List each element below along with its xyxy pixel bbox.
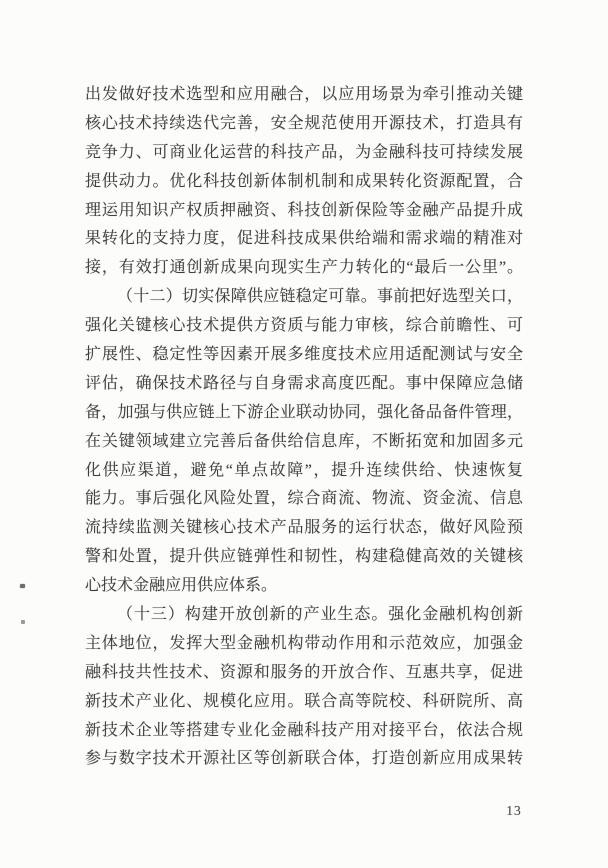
scan-speck xyxy=(21,620,25,624)
text-line: 竞争力、可商业化运营的科技产品，为金融科技可持续发展 xyxy=(85,143,523,161)
text-line: 果转化的支持力度，促进科技成果供给端和需求端的精准对 xyxy=(85,230,523,248)
text-line: 能力。事后强化风险处置，综合商流、物流、资金流、信息 xyxy=(85,490,523,508)
text-line: 扩展性、稳定性等因素开展多维度技术应用适配测试与安全 xyxy=(85,346,523,364)
text-line: 评估，确保技术路径与自身需求高度匹配。事中保障应急储 xyxy=(85,374,523,392)
text-line: 新技术企业等搭建专业化金融科技产用对接平台，依法合规 xyxy=(85,721,523,739)
text-line: 核心技术持续迭代完善，安全规范使用开源技术，打造具有 xyxy=(85,114,523,132)
page-number: 13 xyxy=(506,803,522,818)
text-line: 主体地位，发挥大型金融机构带动作用和示范效应，加强金 xyxy=(85,634,523,652)
text-line: 流持续监测关键核心技术产品服务的运行状态，做好风险预 xyxy=(85,519,523,537)
text-line: 在关键领域建立完善后备供给信息库，不断拓宽和加固多元 xyxy=(85,432,523,450)
text-line: 心技术金融应用供应体系。 xyxy=(85,577,278,595)
text-line: 强化关键核心技术提供方资质与能力审核，综合前瞻性、可 xyxy=(85,317,523,335)
text-line: 出发做好技术选型和应用融合，以应用场景为牵引推动关键 xyxy=(85,86,523,103)
text-line: 化供应渠道，避免“单点故障”，提升连续供给、快速恢复 xyxy=(85,461,523,479)
text-line: （十二）切实保障供应链稳定可靠。事前把好选型关口， xyxy=(117,288,523,306)
body-text xyxy=(85,81,523,774)
text-line: 接，有效打通创新成果向现实生产力转化的“最后一公里”。 xyxy=(85,259,523,277)
text-line: 理运用知识产权质押融资、科技创新保险等金融产品提升成 xyxy=(85,201,523,219)
text-line: （十三）构建开放创新的产业生态。强化金融机构创新 xyxy=(117,606,523,624)
text-line: 新技术产业化、规模化应用。联合高等院校、科研院所、高 xyxy=(85,692,523,710)
text-line: 融科技共性技术、资源和服务的开放合作、互惠共享，促进 xyxy=(85,663,523,681)
text-line: 参与数字技术开源社区等创新联合体，打造创新应用成果转 xyxy=(85,750,523,768)
text-line: 备，加强与供应链上下游企业联动协同，强化备品备件管理， xyxy=(85,403,523,421)
text-line: 提供动力。优化科技创新体制机制和成果转化资源配置，合 xyxy=(85,172,523,190)
scan-speck xyxy=(20,584,25,588)
text-line: 警和处置，提升供应链弹性和韧性，构建稳健高效的关键核 xyxy=(85,548,523,566)
